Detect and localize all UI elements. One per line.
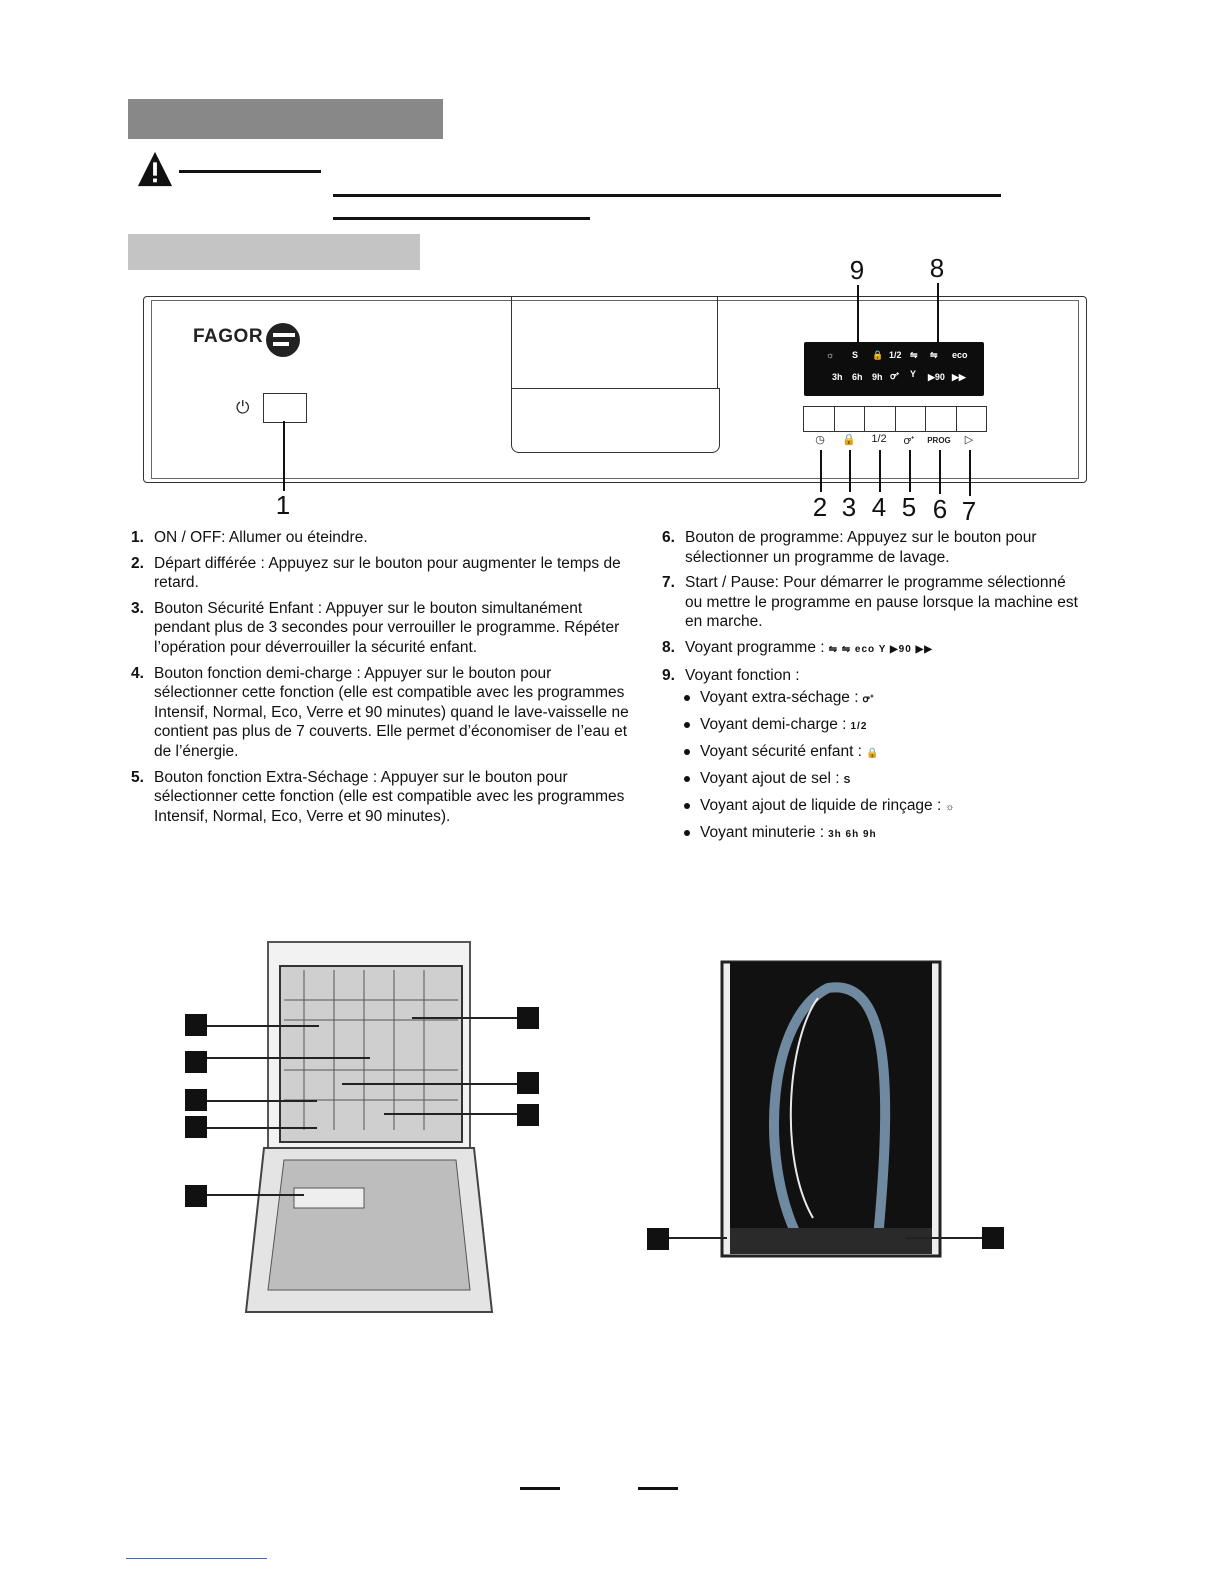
indicator-label: Voyant demi-charge : (700, 716, 847, 734)
footer-rule-left (520, 1487, 560, 1490)
callout-5: 5 (901, 492, 917, 522)
callout-9: 9 (849, 255, 865, 285)
left-description-column (129, 528, 629, 832)
dishwasher-back-illustration (718, 958, 944, 1262)
part-leader (207, 1100, 317, 1102)
display-9h: 9h (872, 372, 883, 382)
indicator-item (660, 715, 1080, 737)
callout-3: 3 (841, 492, 857, 522)
footer-rule-right (638, 1487, 678, 1490)
indicator-label: Voyant sécurité enfant : (700, 743, 862, 761)
item-number: 2. (131, 554, 144, 572)
callout-line-7 (969, 450, 971, 496)
display-intensive-icon: ⇋ (910, 350, 918, 360)
part-marker (185, 1116, 207, 1138)
indicator-item (660, 796, 1080, 818)
part-marker (517, 1007, 539, 1029)
part-leader (207, 1025, 319, 1027)
display-lock-icon: 🔒 (872, 350, 884, 360)
subsection-header-bar (128, 234, 420, 270)
callout-line-5 (909, 450, 911, 492)
salt-icon: S (843, 775, 852, 787)
indicator-item (660, 769, 1080, 791)
callout-7: 7 (961, 496, 977, 526)
part-marker (517, 1104, 539, 1126)
item-number: 7. (662, 574, 675, 592)
panel-handle-recess (511, 296, 718, 389)
lock-icon: 🔒 (842, 434, 856, 446)
delay-button[interactable] (804, 407, 835, 431)
list-item (660, 528, 1080, 567)
list-item (660, 638, 1080, 660)
item-text: Départ différée : Appuyez sur le bouton pour augmenter le temps de retard. (154, 554, 621, 592)
part-marker (517, 1072, 539, 1094)
callout-line-1 (283, 421, 285, 491)
brand-logo: FAGOR (193, 326, 264, 347)
display-salt-icon: S (852, 350, 859, 360)
power-icon: ⏻ (236, 398, 250, 417)
item-text: Voyant fonction : (685, 666, 800, 684)
list-item (129, 554, 629, 593)
display-90min-icon: ▶90 (928, 372, 945, 382)
indicator-label: Voyant ajout de sel : (700, 770, 840, 788)
display-eco: eco (952, 350, 968, 360)
item-number: 3. (131, 599, 144, 617)
display-half-load: 1/2 (889, 350, 902, 360)
lock-icon: 🔒 (866, 748, 880, 760)
dishwasher-interior-illustration (244, 940, 494, 1320)
item-text: Bouton de programme: Appuyez sur le bouton pour sélectionner un programme de lavage. (685, 529, 1037, 566)
item-number: 8. (662, 638, 675, 656)
extra-dry-button[interactable] (896, 407, 927, 431)
indicator-item (660, 688, 1080, 710)
item-number: 9. (662, 666, 675, 684)
callout-line-4 (879, 450, 881, 492)
rinse-aid-icon: ☼ (945, 802, 956, 814)
item-number: 4. (131, 664, 144, 682)
program-button[interactable] (926, 407, 957, 431)
indicator-display (804, 342, 984, 396)
callout-8: 8 (929, 253, 945, 283)
item-number: 5. (131, 768, 144, 786)
part-leader (906, 1237, 982, 1239)
list-item (129, 664, 629, 762)
panel-handle (511, 388, 720, 453)
list-item (129, 528, 629, 548)
child-lock-button[interactable] (835, 407, 866, 431)
callout-line-3 (849, 450, 851, 492)
display-3h: 3h (832, 372, 843, 382)
item-text: Bouton fonction demi-charge : Appuyer sur le bouton pour sélectionner cette fonction (elle est compatible avec les programmes Intensif, Normal, Eco, Verre et 90 minutes) quand le lave-vaisselle ne contient pas plus de 7 couverts. Elle permet d’économiser de l’eau et de l’énergie. (154, 664, 629, 760)
list-item (660, 573, 1080, 632)
list-item (660, 666, 1080, 845)
item-text: Bouton Sécurité Enfant : Appuyer sur le bouton simultanément pendant plus de 3 secondes pour verrouiller le programme. Répéter l’opération pour déverrouiller la sécurité enfant. (154, 599, 620, 656)
right-description-column (660, 528, 1080, 850)
part-leader (207, 1127, 317, 1129)
part-leader (384, 1113, 517, 1115)
extra-dry-icon: ꝍ⁺ (862, 694, 875, 706)
callout-4: 4 (871, 492, 887, 522)
part-marker (982, 1227, 1004, 1249)
part-marker (185, 1051, 207, 1073)
callout-line-8 (937, 283, 939, 346)
timer-icon: 3h 6h 9h (828, 829, 877, 841)
callout-2: 2 (812, 492, 828, 522)
part-marker (185, 1089, 207, 1111)
item-number: 6. (662, 529, 675, 546)
control-buttons (803, 406, 987, 432)
part-marker (647, 1228, 669, 1250)
warning-rule (179, 170, 321, 173)
callout-line-6 (939, 450, 941, 494)
indicator-label: Voyant minuterie : (700, 824, 825, 842)
start-icon: ▷ (964, 434, 974, 446)
part-leader (412, 1017, 517, 1019)
display-extra-dry-icon: ꝍ⁺ (890, 371, 900, 381)
list-item (129, 599, 629, 658)
start-pause-button[interactable] (957, 407, 987, 431)
indicator-item (660, 742, 1080, 764)
item-text: Bouton fonction Extra-Séchage : Appuyer sur le bouton pour sélectionner cette fonction (elle est compatible avec les programmes Intensif, Normal, Eco, Verre et 90 minutes). (154, 768, 625, 825)
extra-dry-icon: ꝍ⁺ (903, 435, 915, 447)
part-marker (185, 1185, 207, 1207)
half-load-button[interactable] (865, 407, 896, 431)
warning-rule-long (333, 194, 1001, 197)
display-rinse-icon: ☼ (826, 350, 835, 360)
warning-icon (136, 150, 174, 188)
program-indicator-icons: ⇋ ⇋ eco Y ▶90 ▶▶ (828, 643, 933, 655)
item-text: ON / OFF: Allumer ou éteindre. (154, 529, 368, 546)
indicator-label: Voyant extra-séchage : (700, 689, 859, 707)
list-item (129, 768, 629, 827)
part-leader (207, 1057, 370, 1059)
part-marker (185, 1014, 207, 1036)
section-header-bar (128, 99, 443, 139)
item-text: Voyant programme : (685, 638, 825, 656)
item-number: 1. (131, 529, 144, 546)
part-leader (342, 1083, 517, 1085)
display-glass-icon: Y (910, 369, 917, 379)
footer-link-underline[interactable] (126, 1558, 267, 1559)
indicator-item (660, 823, 1080, 845)
callout-6: 6 (932, 494, 948, 524)
warning-rule-short (333, 217, 590, 220)
delay-icon: ◷ (815, 434, 825, 446)
power-button[interactable] (263, 393, 307, 423)
program-label: PROG (927, 436, 951, 445)
callout-line-2 (820, 450, 822, 492)
display-normal-icon: ⇋ (930, 350, 938, 360)
display-rapid-icon: ▶▶ (952, 372, 966, 382)
callout-1: 1 (275, 490, 291, 520)
brand-logo-icon (265, 322, 301, 358)
item-text: Start / Pause: Pour démarrer le programme sélectionné ou mettre le programme en pause lorsque la machine est en marche. (685, 574, 1078, 631)
part-leader (669, 1237, 727, 1239)
half-load-label: 1/2 (871, 433, 887, 445)
display-6h: 6h (852, 372, 863, 382)
indicator-label: Voyant ajout de liquide de rinçage : (700, 797, 942, 815)
part-leader (207, 1194, 304, 1196)
half-load-icon: 1/2 (850, 721, 868, 733)
callout-line-9 (857, 285, 859, 346)
